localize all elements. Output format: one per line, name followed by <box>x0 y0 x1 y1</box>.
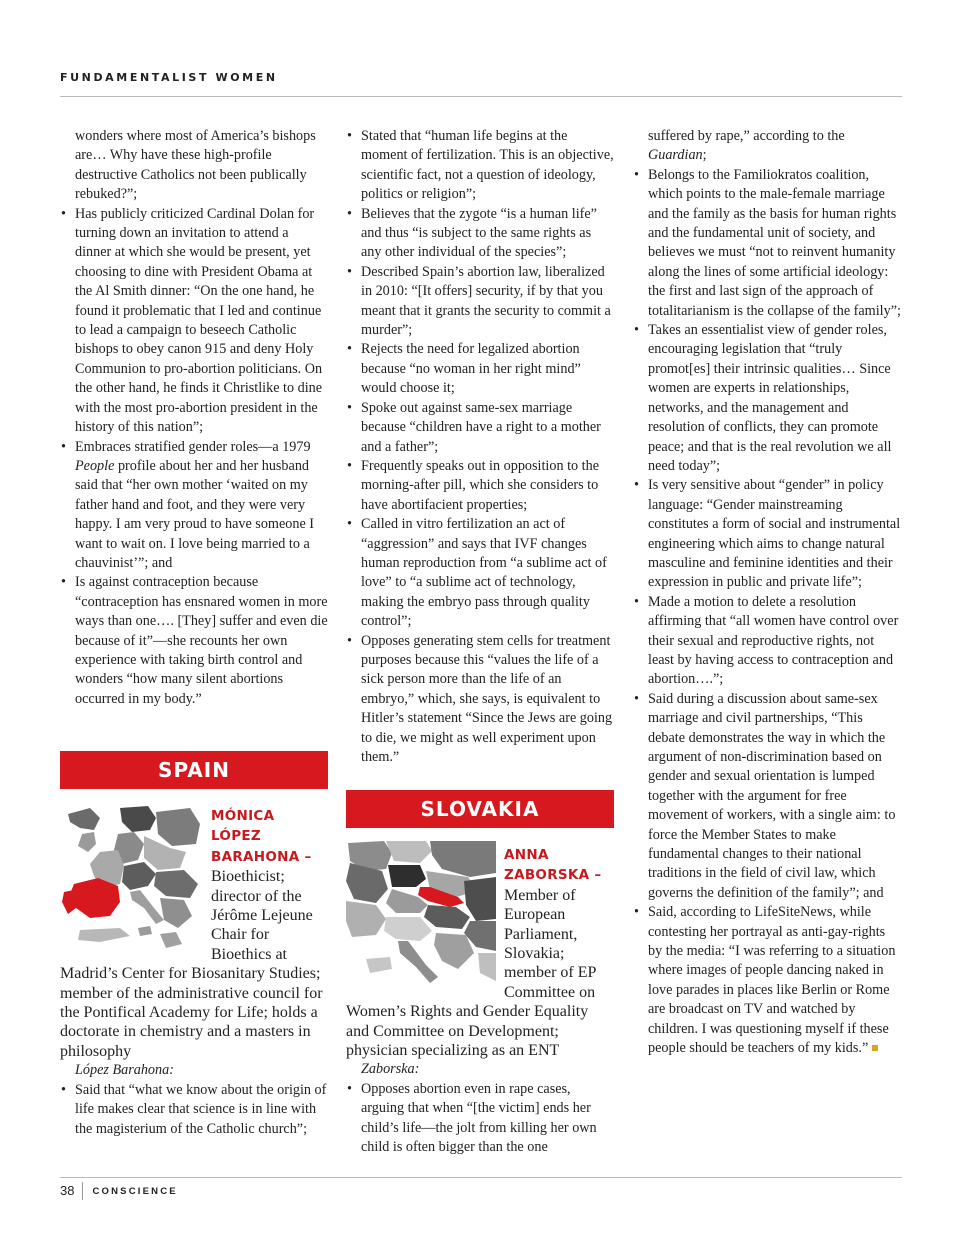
profile-spain <box>60 806 328 1139</box>
list-item: • Frequently speaks out in opposition to the morning-after pill, which she considers to have abortifacient properties; <box>346 457 614 515</box>
bullet-list <box>346 127 614 767</box>
running-head: FUNDAMENTALIST WOMEN <box>60 71 278 84</box>
profile-name: MÓNICA LÓPEZ BARAHONA – <box>211 808 312 865</box>
abbreviation: IVF <box>514 535 538 552</box>
profile-name: ANNA ZABORSKA – <box>504 847 602 884</box>
publication-title: CONSCIENCE <box>92 1185 178 1197</box>
list-item: • Is very sensitive about “gender” in policy language: “Gender mainstreaming constitutes a form of social and instrumental engineering which aims to change natural masculine and feminine identities and their expression in public and private life”; <box>633 476 901 592</box>
list-item: • Belongs to the Familiokratos coalition, which points to the male-female marriage and the family as the basis for human rights and the fundamental unit of society, and believes we must “not to reinvent humanity along the lines of some artificial ideology: the first and last sign of the approach of totalitarianism is the collapse of the family”; <box>633 166 901 321</box>
bullet-list <box>60 1081 328 1139</box>
footer-rule <box>60 1177 902 1178</box>
text: changes human reproduction from “a sublime act of love” to “a sublime act of technology, making the embryo pass through quality control”; <box>361 535 607 630</box>
text: profile about her and her husband said that “her own mother ‘waited on my father hand and foot, and they were very happy. I am very proud to have someone I want to wait on. I love being married to a chauvinist’”; and <box>75 457 315 571</box>
list-item: • Stated that “human life begins at the moment of fertilization. This is an objective, scientific fact, not a question of ideology, politics or religion”; <box>346 127 614 205</box>
section-banner-slovakia: SLOVAKIA <box>346 790 614 828</box>
list-item <box>60 438 328 574</box>
text: Embraces stratified gender roles—a 1979 <box>75 438 311 455</box>
header-rule <box>60 96 902 97</box>
profile-description: Bioethicist; director of the Jérôme Lejeune Chair for Bioethics at Madrid’s Center for Biosanitary Studies; member of the administrative council for the Pontifical Academy for Life; holds a doctorate in chemistry and a masters in philosophy <box>60 868 323 1060</box>
bullet-list <box>60 205 328 710</box>
list-item: • Spoke out against same-sex marriage because “children have a right to a mother and a father”; <box>346 399 614 457</box>
list-item: • Made a motion to delete a resolution affirming that “all women have control over their sexual and reproductive rights, not least by having access to contraception and abortion….”; <box>633 593 901 690</box>
magazine-title: People <box>75 457 115 474</box>
text: ; <box>702 147 707 164</box>
bullet-list <box>346 1080 614 1158</box>
profile-subhead: Zaborska: <box>361 1061 420 1078</box>
text: Said, according to LifeSiteNews, while contesting her portrayal as anti-gay-rights by the media: “I was referring to a situation where images of people dancing naked in love parades in places like Berlin or Rome are broadcast on TV and watched by children. I was questioning myself if these people should be teachers of my kids.” <box>648 904 896 1057</box>
abbreviation: ENT <box>528 1042 560 1060</box>
column-3 <box>633 127 901 1059</box>
end-of-article-icon <box>872 1045 878 1051</box>
list-item: • Has publicly criticized Cardinal Dolan for turning down an invitation to attend a dinner at which she would be present, yet choosing to dine with President Obama at the Al Smith dinner: “On the one hand, he found it problematic that I led and continue to lead a campaign to beseech Catholic bishops to obey canon 915 and deny Holy Communion to pro-abortion politicians. On the other hand, he finds it Christlike to dine with the most pro-abortion president in the history of this nation”; <box>60 205 328 438</box>
paragraph: wonders where most of America’s bishops are… Why have these high-profile destructive Catholics not been publically rebuked?”; <box>75 128 316 203</box>
newspaper-title: Guardian <box>648 147 703 164</box>
europe-map-icon <box>60 804 203 959</box>
profile-subhead: López Barahona: <box>75 1062 174 1079</box>
bullet-list <box>633 166 901 1059</box>
section-banner-spain: SPAIN <box>60 751 328 789</box>
text: Called in vitro fertilization an act of “aggression” and says that <box>361 516 566 552</box>
column-1 <box>60 127 328 709</box>
profile-description: Member of European Parliament, Slovakia; member of EP Committee on Women’s Rights and Gender Equality and Committee on Development; physician specializing as an <box>346 886 596 1060</box>
list-item: • Is against contraception because “contraception has ensnared women in more ways than one…. [They] suffer and even die because of it”—she recounts her own experience with taking birth control and wonders “how many silent abortions occurred in my body.” <box>60 573 328 709</box>
list-item: • Believes that the zygote “is a human life” and thus “is subject to the same rights as any other individual of the species”; <box>346 205 614 263</box>
list-item: • Rejects the need for legalized abortion because “no woman in her right mind” would choose it; <box>346 340 614 398</box>
list-item: • Said during a discussion about same-sex marriage and civil partnerships, “This debate demonstrates the way in which the argument of non-discrimination based on gender and sexual orientation is lumped together with the argument for free movement of workers, with a single aim: to force the Member States to make fundamental changes to their national traditions in the field of civil law, which governs the definition of the family”; and <box>633 690 901 903</box>
list-item: • Opposes abortion even in rape cases, arguing that when “[the victim] ends her child’s life—the jolt from killing her own child is often bigger than the one <box>346 1080 614 1158</box>
page-footer <box>60 1181 178 1201</box>
text: suffered by rape,” according to the <box>648 128 845 144</box>
list-item: • Opposes generating stem cells for treatment purposes because this “values the life of a sick person more than the life of an embryo,” which, she says, is equivalent to Hitler’s statement “Since the Jews are going to die, we might as well experiment upon them.” <box>346 632 614 768</box>
list-item: • Said that “what we know about the origin of life makes clear that science is in line with the magisterium of the Catholic church”; <box>60 1081 328 1139</box>
central-europe-map-icon <box>346 841 496 989</box>
list-item <box>346 515 614 631</box>
paragraph <box>633 127 901 166</box>
list-item: • Described Spain’s abortion law, liberalized in 2010: “[It offers] security, if by that you meant that it grants the security to commit a murder”; <box>346 263 614 341</box>
page-number: 38 <box>60 1182 83 1200</box>
list-item: • Takes an essentialist view of gender roles, encouraging legislation that “truly promot[es] their intrinsic qualities… Since women are experts in relationships, networks, and the management and resolution of conflicts, they can promote peace; and that is the real revolution we all need today”; <box>633 321 901 476</box>
column-2 <box>346 127 614 767</box>
list-item <box>633 903 901 1058</box>
profile-slovakia <box>346 845 614 1158</box>
